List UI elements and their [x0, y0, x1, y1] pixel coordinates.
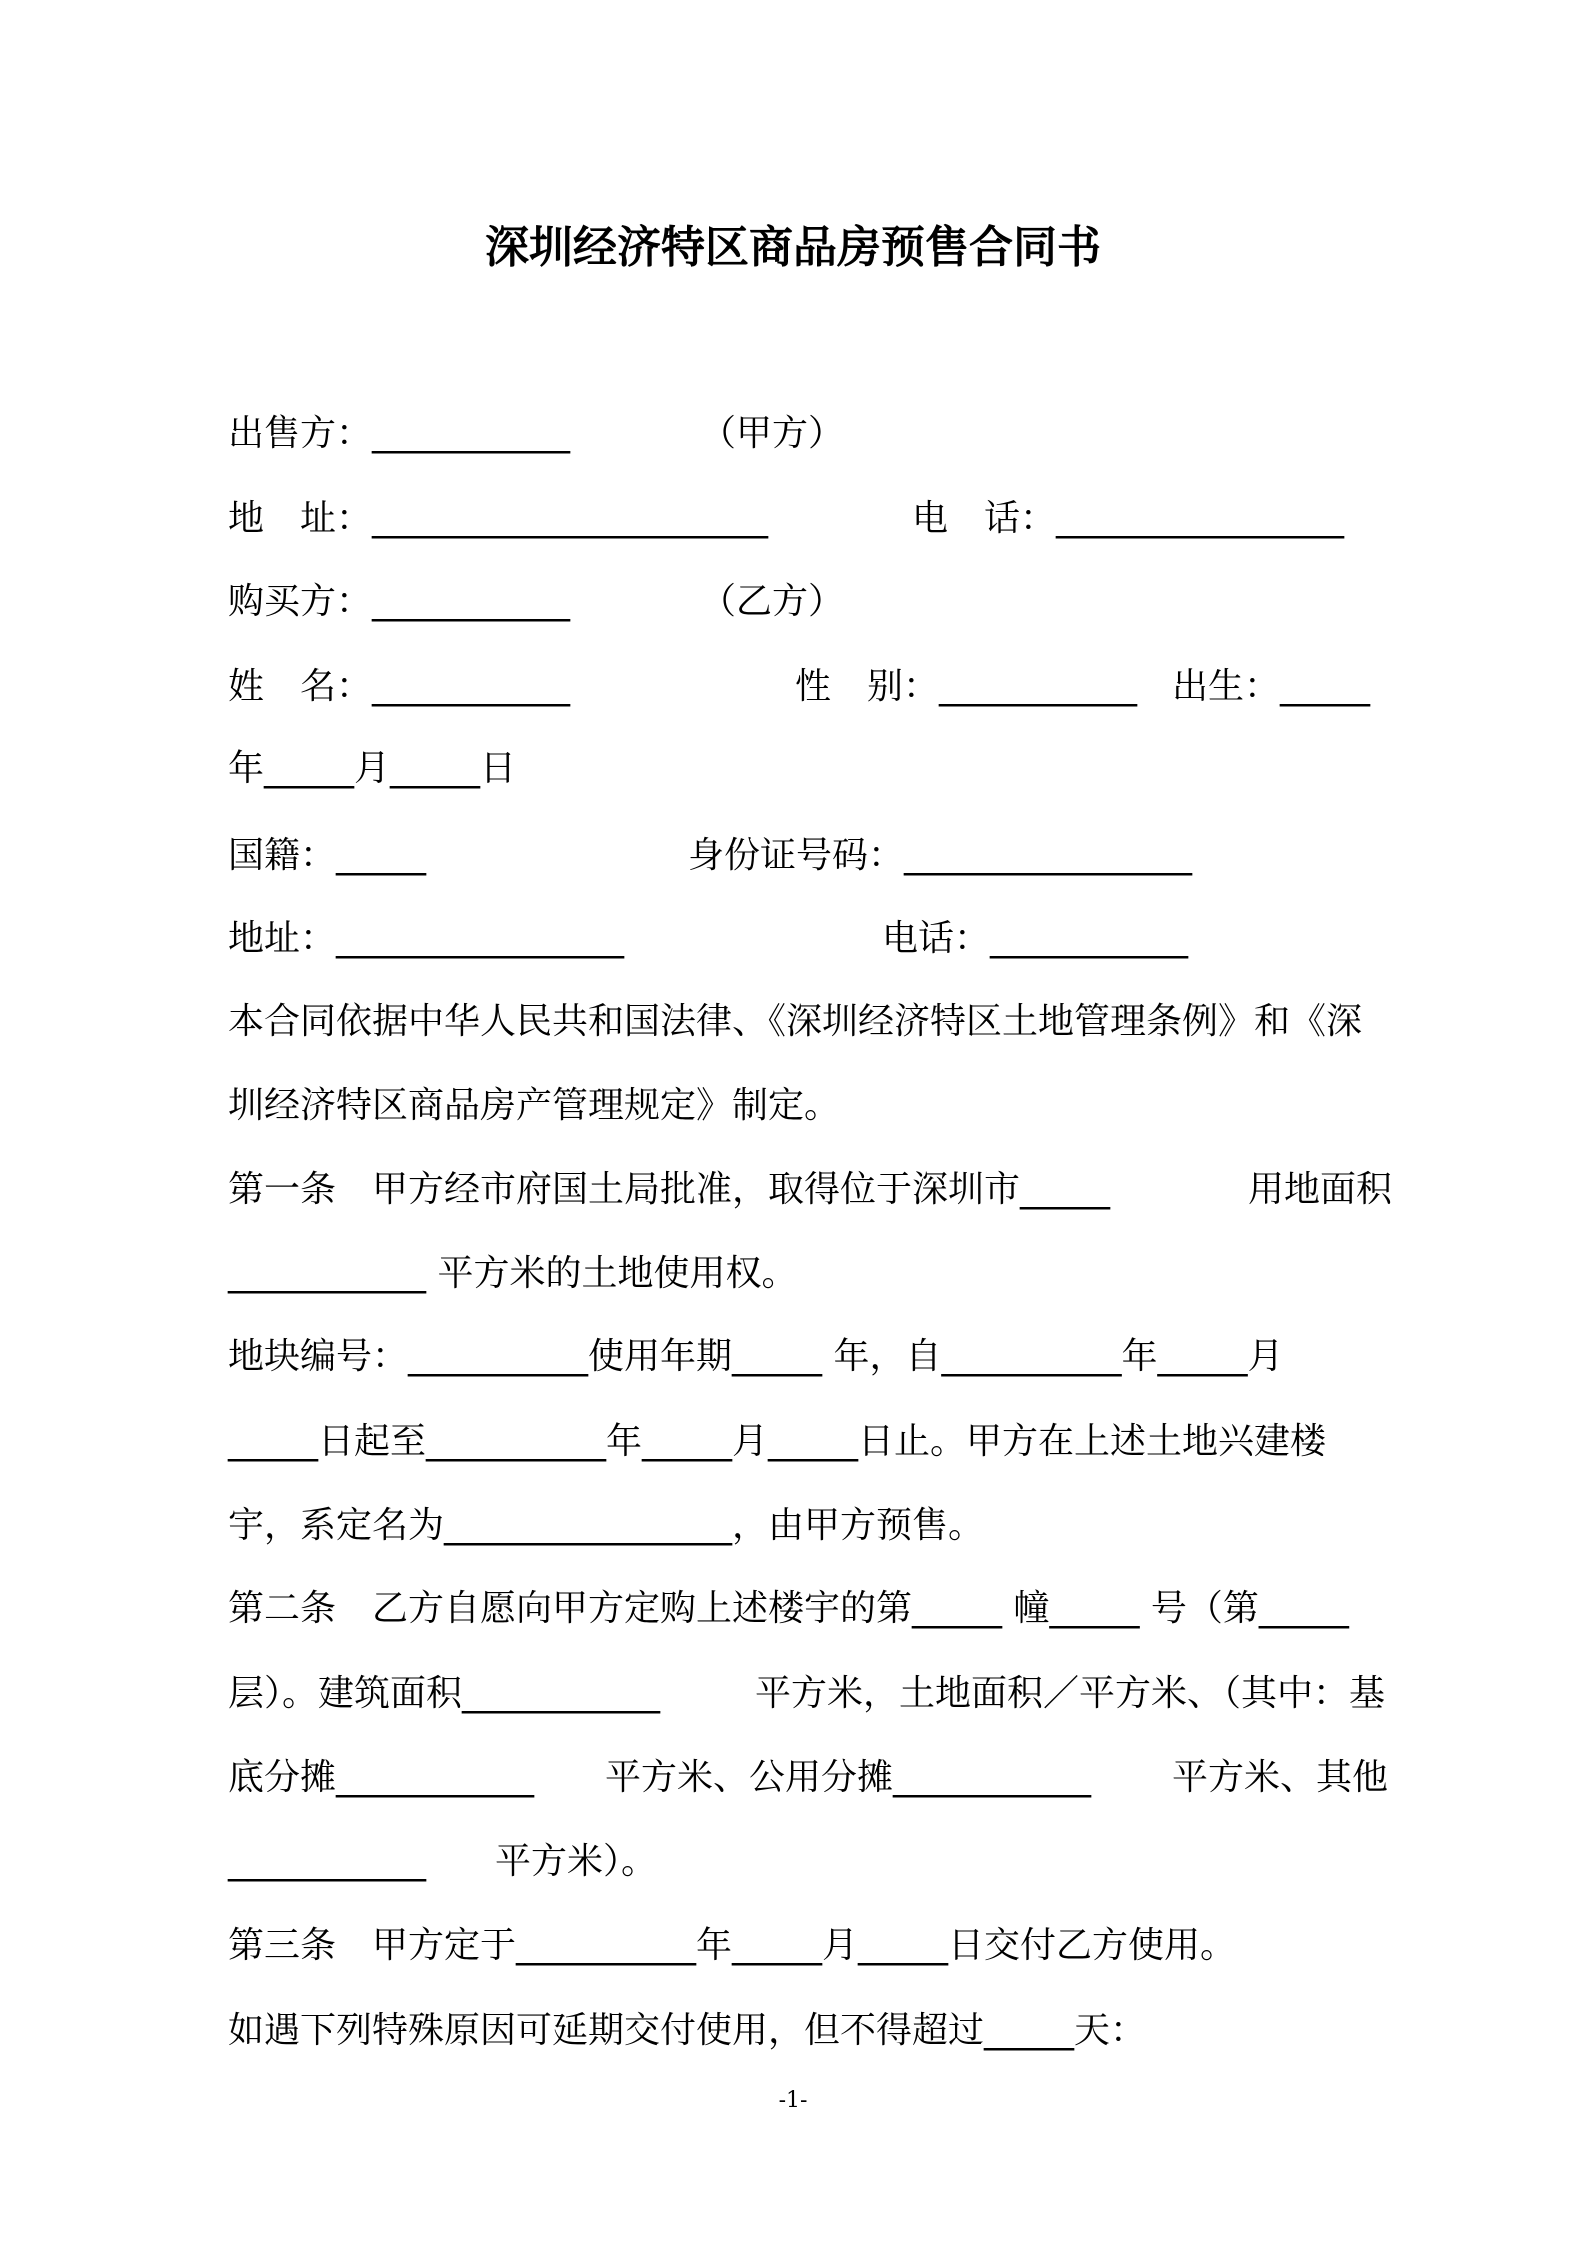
document-title: 深圳经济特区商品房预售合同书 [485, 222, 1101, 273]
line-18-segment-2: 平方米）。 [495, 1841, 658, 1882]
line-18-segment-1: ___________ [228, 1841, 426, 1882]
line-12-segment-1: 地块编号：__________使用年期_____ 年，自__________年_____月 [228, 1336, 1284, 1377]
line-3-segment-2: （乙方） [700, 581, 845, 622]
line-16-segment-1: 层）。建筑面积___________ [228, 1673, 661, 1714]
line-17-segment-1: 底分摊___________ [228, 1757, 535, 1798]
line-16-segment-2: 平方米，土地面积／平方米、（其中：基 [755, 1673, 1386, 1714]
line-5-segment-1: 年_____月_____日 [228, 748, 517, 789]
line-8-segment-1: 本合同依据中华人民共和国法律、《深圳经济特区土地管理条例》和《深 [228, 1001, 1363, 1042]
line-1-segment-2: （甲方） [700, 413, 845, 454]
line-10-segment-2: 用地面积 [1248, 1169, 1393, 1210]
line-6-segment-1: 国籍：_____ [228, 835, 427, 876]
line-17-segment-2: 平方米、公用分摊___________ [605, 1757, 1092, 1798]
line-7-segment-2: 电话：___________ [882, 918, 1189, 959]
line-4-segment-2: 性 别：___________ [795, 666, 1138, 707]
line-14-segment-1: 宇，系定名为________________，由甲方预售。 [228, 1505, 985, 1546]
line-3-segment-1: 购买方：___________ [228, 581, 571, 622]
line-17-segment-3: 平方米、其他 [1172, 1757, 1389, 1798]
line-4-segment-1: 姓 名：___________ [228, 666, 571, 707]
line-2-segment-1: 地 址：______________________ [228, 498, 769, 539]
page-number: -1- [778, 2088, 808, 2113]
line-15-segment-1: 第二条 乙方自愿向甲方定购上述楼宇的第_____ 幢_____ 号（第_____ [228, 1588, 1349, 1629]
line-4-segment-3: 出生：_____ [1172, 666, 1371, 707]
line-9-segment-1: 圳经济特区商品房产管理规定》制定。 [228, 1085, 841, 1126]
line-1-segment-1: 出售方：___________ [228, 413, 571, 454]
line-11-segment-1: ___________ 平方米的土地使用权。 [228, 1253, 798, 1294]
line-7-segment-1: 地址：________________ [228, 918, 625, 959]
line-2-segment-2: 电 话：________________ [912, 498, 1345, 539]
line-20-segment-1: 如遇下列特殊原因可延期交付使用，但不得超过_____天： [228, 2010, 1147, 2051]
line-10-segment-1: 第一条 甲方经市府国土局批准，取得位于深圳市_____ [228, 1169, 1111, 1210]
line-6-segment-2: 身份证号码：________________ [688, 835, 1193, 876]
line-13-segment-1: _____日起至__________年_____月_____日止。甲方在上述土地兴建楼 [228, 1421, 1327, 1462]
line-19-segment-1: 第三条 甲方定于__________年_____月_____日交付乙方使用。 [228, 1925, 1237, 1966]
